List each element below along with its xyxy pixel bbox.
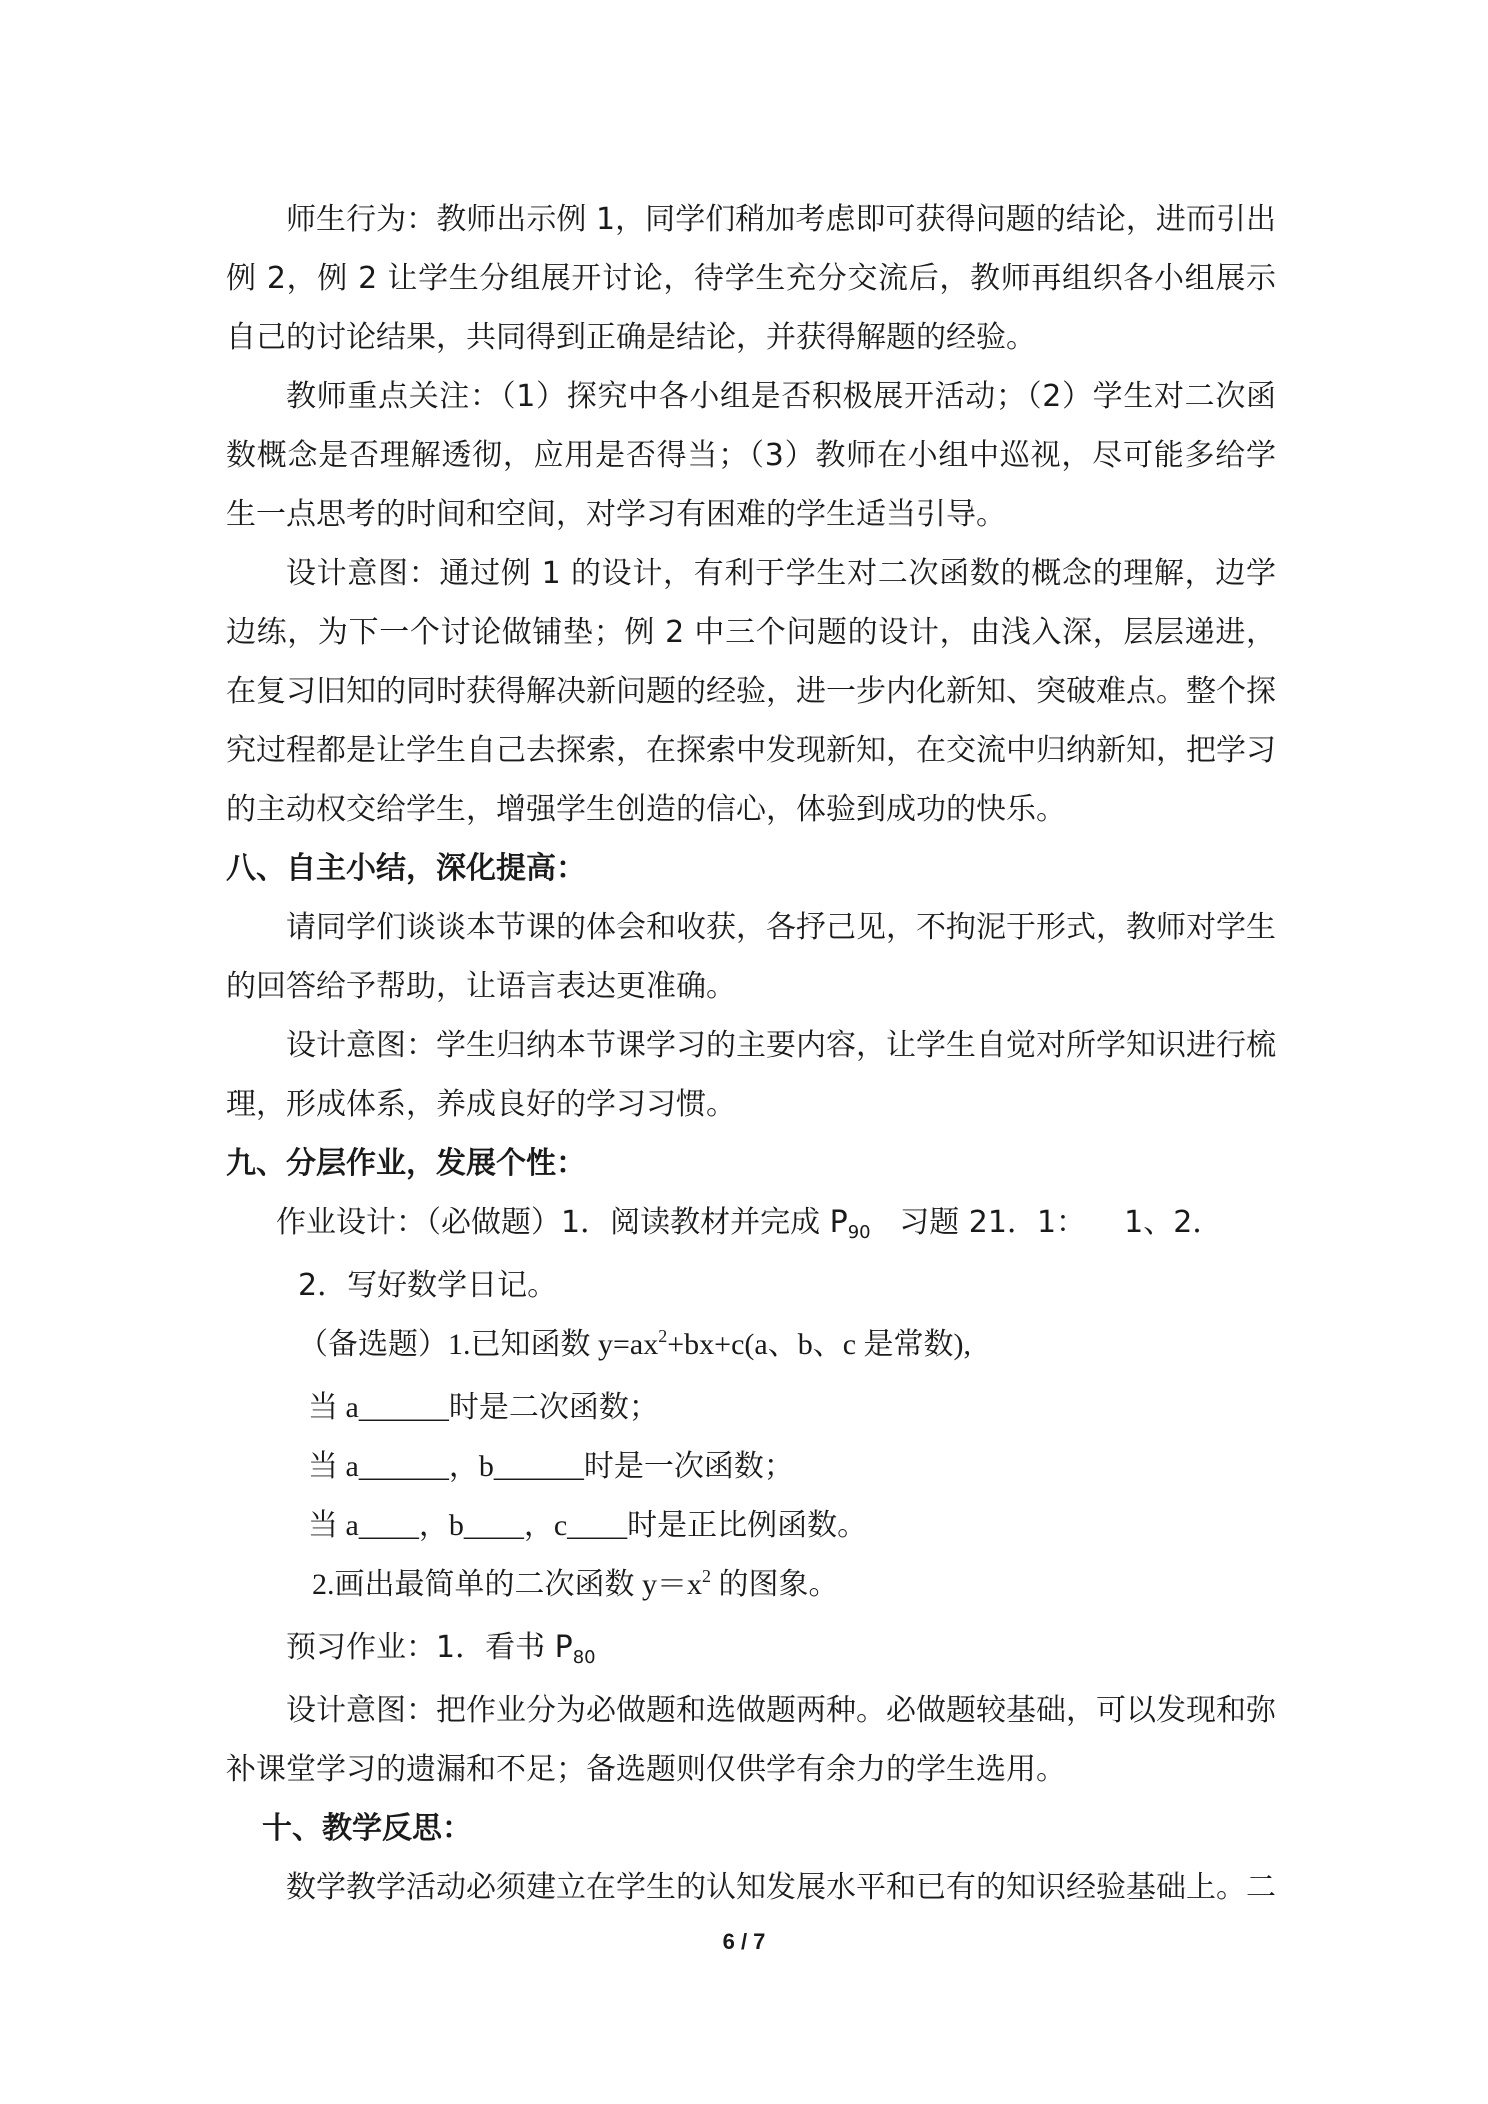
- paragraph-teacher-focus: 教师重点关注：（1）探究中各小组是否积极展开活动；（2）学生对二次函数概念是否理解透彻，应用是否得当；（3）教师在小组中巡视，尽可能多给学生一点思考的时间和空间，对学习有困难的学生适当引导。: [226, 379, 1276, 532]
- paragraph-reflection: 数学教学活动必须建立在学生的认知发展水平和已有的知识经验基础上。二: [286, 1870, 1276, 1905]
- preview-homework-line: [226, 1618, 1276, 1681]
- exponent-superscript: 2: [702, 1566, 711, 1586]
- homework-required-text: 作业设计：（必做题）1．阅读教材并完成 P: [276, 1205, 848, 1240]
- optional-question-1-a: 当 a______时是二次函数；: [308, 1391, 659, 1424]
- preview-page-subscript: 80: [572, 1647, 596, 1668]
- optional-question-1: [226, 1315, 1276, 1378]
- optional-question-2: [226, 1555, 1276, 1618]
- homework-exercise-text: 习题 21．1： 1、2．: [870, 1205, 1223, 1240]
- paragraph-teacher-student-behavior: 师生行为：教师出示例 1，同学们稍加考虑即可获得问题的结论，进而引出例 2，例 2 让学生分组展开讨论，待学生充分交流后，教师再组织各小组展示自己的讨论结果，共同得到正确是结论，并获得解题的经验。: [226, 202, 1276, 355]
- homework-page-subscript: 90: [847, 1222, 871, 1243]
- paragraph-design-intent-1: 设计意图：通过例 1 的设计，有利于学生对二次函数的概念的理解，边学边练，为下一个讨论做铺垫；例 2 中三个问题的设计，由浅入深，层层递进，在复习旧知的同时获得解决新问题的经验，进一步内化新知、突破难点。整个探究过程都是让学生自己去探索，在探索中发现新知，在交流中归纳新知，把学习的主动权交给学生，增强学生创造的信心，体验到成功的快乐。: [226, 556, 1276, 827]
- heading-section-8: 八、自主小结，深化提高：: [226, 851, 586, 886]
- homework-diary-line: 2．写好数学日记。: [298, 1268, 558, 1303]
- optional-question-2-text: 2.画出最简单的二次函数 y＝x: [312, 1568, 702, 1601]
- optional-question-1-text: （备选题）1.已知函数 y=ax: [298, 1328, 659, 1361]
- homework-required-line: [226, 1193, 1276, 1256]
- optional-question-1-rest: +bx+c(a、b、c 是常数),: [667, 1328, 971, 1361]
- optional-question-1-c: 当 a____，b____，c____时是正比例函数。: [308, 1509, 868, 1542]
- preview-homework-text: 预习作业：1．看书 P: [286, 1630, 573, 1665]
- page-content: [226, 190, 1276, 1917]
- heading-section-9: 九、分层作业，发展个性：: [226, 1146, 586, 1181]
- exponent-superscript: 2: [658, 1326, 668, 1346]
- page-number: 6 / 7: [722, 1929, 766, 1954]
- optional-question-2-rest: 的图象。: [711, 1568, 839, 1601]
- paragraph-design-intent-2: 设计意图：学生归纳本节课学习的主要内容，让学生自觉对所学知识进行梳理，形成体系，养成良好的学习习惯。: [226, 1028, 1276, 1122]
- optional-question-1-b: 当 a______，b______时是一次函数；: [308, 1450, 794, 1483]
- paragraph-design-intent-3: 设计意图：把作业分为必做题和选做题两种。必做题较基础，可以发现和弥补课堂学习的遗漏和不足；备选题则仅供学有余力的学生选用。: [226, 1693, 1276, 1787]
- paragraph-summary: 请同学们谈谈本节课的体会和收获，各抒己见，不拘泥于形式，教师对学生的回答给予帮助，让语言表达更准确。: [226, 910, 1276, 1004]
- heading-section-10: 十、教学反思：: [262, 1811, 472, 1846]
